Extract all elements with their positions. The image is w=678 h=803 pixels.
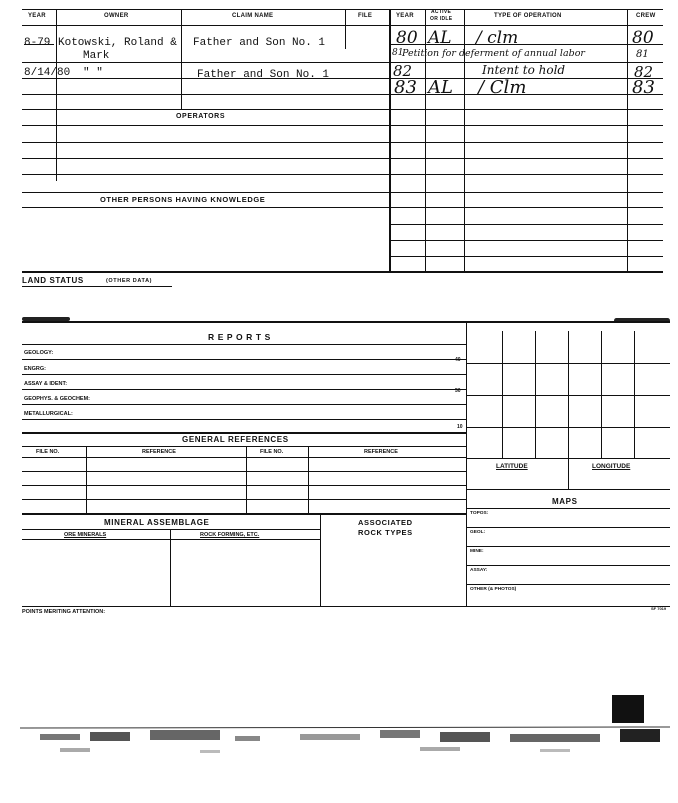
activity-row-1-year: 80 xyxy=(396,28,418,48)
report-metallurgical-label: METALLURGICAL: xyxy=(24,411,73,417)
registration-mark xyxy=(612,695,644,723)
activity-row-2-operation: Petition for deferment of annual labor xyxy=(402,48,585,59)
activity-row-1-status: AL xyxy=(428,28,452,48)
col-header-crew: CREW xyxy=(636,13,656,19)
report-geophys-label: GEOPHYS. & GEOCHEM: xyxy=(24,396,91,402)
other-persons-label: OTHER PERSONS HAVING KNOWLEDGE xyxy=(100,195,266,204)
points-meriting-label: POINTS MERITING ATTENTION: xyxy=(22,609,106,615)
ref-header-reference-1: REFERENCE xyxy=(142,449,176,455)
activity-row-2-crew: 81 xyxy=(636,49,649,60)
activity-row-4-operation: / Clm xyxy=(478,77,527,98)
activity-row-1-crew: 80 xyxy=(632,28,654,48)
mineral-assemblage-title: MINERAL ASSEMBLAGE xyxy=(104,518,210,527)
owner-row-1-owner-cont: Mark xyxy=(83,50,110,62)
report-metallurgical-num: 10 xyxy=(457,424,463,430)
maps-other-label: OTHER (& PHOTOS) xyxy=(470,587,517,592)
report-assay-num: 50 xyxy=(455,388,461,394)
report-geology-label: GEOLOGY: xyxy=(24,350,54,356)
activity-row-1-operation: / clm xyxy=(476,28,519,48)
activity-row-3-crew: 82 xyxy=(634,63,654,81)
reports-title: R E P O R T S xyxy=(208,332,271,342)
maps-mine-label: MINE: xyxy=(470,549,484,554)
general-references-title: GENERAL REFERENCES xyxy=(182,435,289,444)
owner-row-1-year: 8-79 xyxy=(24,37,51,49)
associated-label: ASSOCIATED xyxy=(358,518,413,527)
activity-row-2-year: 81 xyxy=(392,48,404,58)
col-header-or-idle: OR IDLE xyxy=(430,16,453,22)
scan-noise xyxy=(0,720,678,780)
col-header-file: FILE xyxy=(358,13,373,19)
owner-row-2-claim: Father and Son No. 1 xyxy=(197,69,330,81)
col-header-active: ACTIVE xyxy=(431,9,452,15)
latitude-label: LATITUDE xyxy=(496,463,528,470)
activity-row-3-year: 82 xyxy=(393,62,413,80)
land-status-label: LAND STATUS xyxy=(22,276,84,285)
col-header-type-of-operation: TYPE OF OPERATION xyxy=(494,13,562,19)
owner-row-2-year: 8/14/80 xyxy=(24,67,71,79)
col-header-owner: OWNER xyxy=(104,13,129,19)
maps-topos-label: TOPOS: xyxy=(470,511,489,516)
col-header-year: YEAR xyxy=(28,13,46,19)
maps-geol-label: GEOL: xyxy=(470,530,486,535)
activity-row-4-year: 83 xyxy=(394,77,417,98)
activity-row-3-operation: Intent to hold xyxy=(482,63,566,77)
operators-label: OPERATORS xyxy=(176,113,226,120)
col-header-year-2: YEAR xyxy=(396,13,414,19)
rock-types-label: ROCK TYPES xyxy=(358,528,413,537)
col-header-claim-name: CLAIM NAME xyxy=(232,13,274,19)
maps-assay-label: ASSAY: xyxy=(470,568,488,573)
owner-row-1-claim: Father and Son No. 1 xyxy=(193,37,326,49)
owner-row-2-owner: " " xyxy=(83,67,103,79)
form-number: SF 7019 xyxy=(651,606,667,611)
ref-header-reference-2: REFERENCE xyxy=(364,449,398,455)
land-status-sub: (OTHER DATA) xyxy=(106,278,153,284)
ref-header-file-no-1: FILE NO. xyxy=(36,449,60,455)
report-assay-label: ASSAY & IDENT: xyxy=(24,381,68,387)
report-geology-num: 40 xyxy=(455,357,461,363)
rock-forming-label: ROCK FORMING, ETC. xyxy=(200,532,260,538)
ore-minerals-label: ORE MINERALS xyxy=(64,532,107,538)
owner-row-1-owner: Kotowski, Roland & xyxy=(58,37,177,49)
activity-row-4-status: AL xyxy=(428,77,453,98)
report-engrg-label: ENGRG: xyxy=(24,366,46,372)
maps-title: MAPS xyxy=(552,497,578,506)
activity-row-4-crew: 83 xyxy=(632,77,655,98)
longitude-label: LONGITUDE xyxy=(592,463,631,470)
ref-header-file-no-2: FILE NO. xyxy=(260,449,284,455)
